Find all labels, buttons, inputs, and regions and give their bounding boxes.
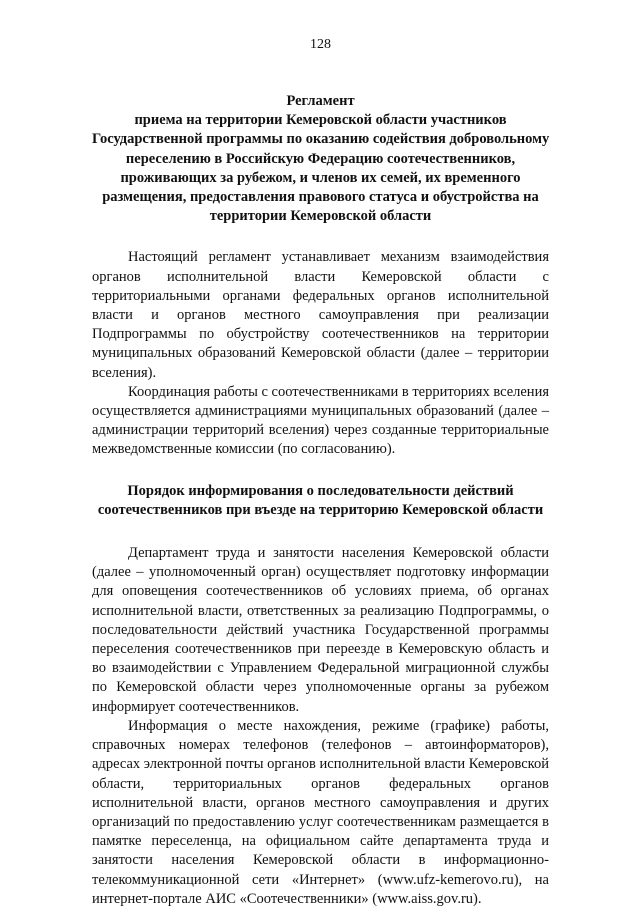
- intro-paragraph: Настоящий регламент устанавливает механизм взаимодействия органов исполнительной власти Кемеровской области с территориальными органами федеральных органов исполнительной власти и органов местного самоуправления при реализации Подпрограммы по обустройству соотечественников на территории муниципальных образований Кемеровской области (далее – территории вселения).: [92, 249, 549, 381]
- title-line: переселению в Российскую Федерацию соотечественников,: [125, 150, 516, 167]
- section-title: [92, 482, 549, 520]
- title-line: Регламент: [286, 93, 355, 109]
- title-line: территории Кемеровской области: [209, 208, 432, 225]
- title-line: приема на территории Кемеровской области участников: [134, 112, 507, 129]
- section-title-line: соотечественников при въезде на территорию Кемеровской области: [97, 501, 544, 518]
- section-title-line: Порядок информирования о последовательности действий: [127, 482, 514, 499]
- page-number: 128: [310, 37, 331, 52]
- document-page: [92, 36, 549, 909]
- title-line: размещения, предоставления правового статуса и обустройства на: [102, 189, 539, 206]
- document-title: [92, 92, 549, 226]
- title-line: Государственной программы по оказанию содействия добровольному: [92, 131, 550, 148]
- section-paragraph: Информация о месте нахождения, режиме (графике) работы, справочных номерах телефонов (телефонов – автоинформаторов), адресах электронной почты органов исполнительной власти Кемеровской области, территориальных органов федеральных органов исполнительной власти, органов местного самоуправления и других организаций по предоставлению услуг соотечественникам размещается в памятке переселенца, на официальном сайте департамента труда и занятости населения Кемеровской области в информационно-телекоммуникационной сети «Интернет» (www.ufz-kemerovo.ru), на интернет-портале АИС «Соотечественники» (www.aiss.gov.ru).: [92, 717, 549, 907]
- title-line: проживающих за рубежом, и членов их семей, их временного: [120, 169, 521, 186]
- section-paragraph: Департамент труда и занятости населения Кемеровской области (далее – уполномоченный орган) осуществляет подготовку информации для оповещения соотечественников об условиях приема, об органах исполнительной власти, ответственных за реализацию Подпрограммы, о последовательности действий участника Государственной программы переселения соотечественников при переезде в Кемеровскую область и во взаимодействии с Управлением Федеральной миграционной службы по Кемеровской области через уполномоченные органы за рубежом информирует соотечественников.: [92, 545, 549, 715]
- intro-paragraph: Координация работы с соотечественниками в территориях вселения осуществляется администрациями муниципальных образований (далее – администрации территорий вселения) через созданные территориальные межведомственные комиссии (по согласованию).: [92, 383, 549, 458]
